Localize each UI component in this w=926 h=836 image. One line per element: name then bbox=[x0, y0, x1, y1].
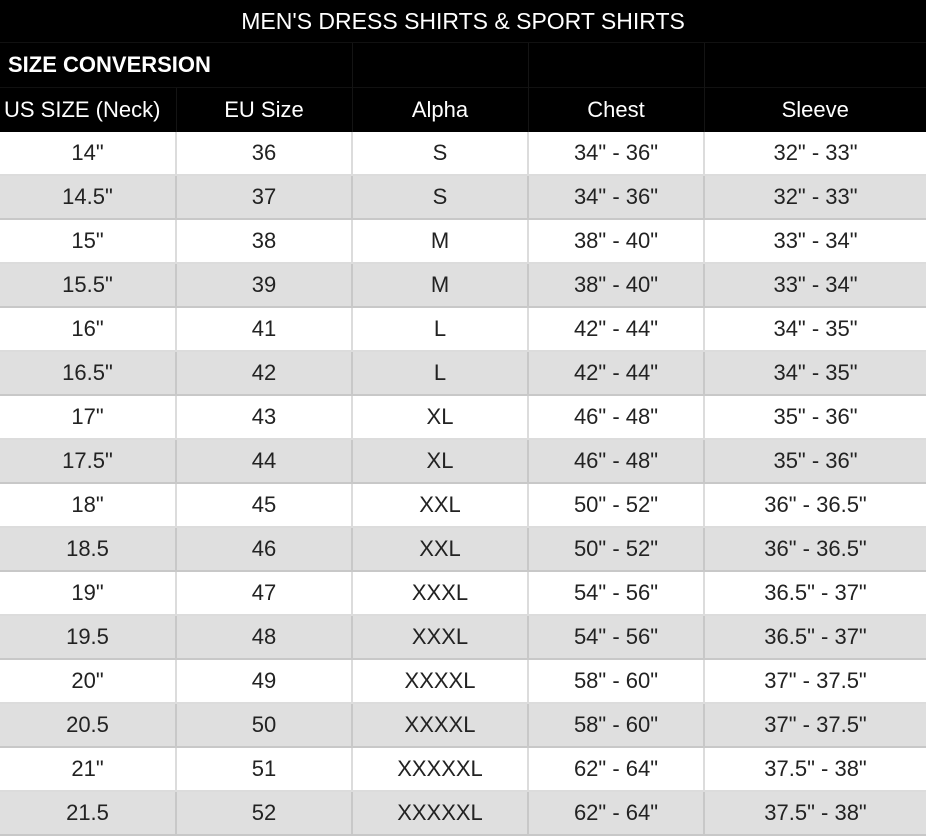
cell-us-size: 16" bbox=[0, 307, 176, 351]
cell-sleeve: 35" - 36" bbox=[704, 395, 926, 439]
blank-cell bbox=[528, 43, 704, 88]
cell-eu-size: 44 bbox=[176, 439, 352, 483]
cell-eu-size: 36 bbox=[176, 132, 352, 175]
column-header-sleeve: Sleeve bbox=[704, 88, 926, 133]
cell-eu-size: 52 bbox=[176, 791, 352, 835]
column-header-alpha: Alpha bbox=[352, 88, 528, 133]
column-header-row bbox=[0, 88, 926, 133]
cell-chest: 34" - 36" bbox=[528, 175, 704, 219]
cell-alpha: L bbox=[352, 351, 528, 395]
table-row bbox=[0, 307, 926, 351]
table-row bbox=[0, 659, 926, 703]
table-row bbox=[0, 175, 926, 219]
cell-chest: 62" - 64" bbox=[528, 747, 704, 791]
cell-sleeve: 33" - 34" bbox=[704, 219, 926, 263]
column-header-eu-size: EU Size bbox=[176, 88, 352, 133]
cell-eu-size: 46 bbox=[176, 527, 352, 571]
blank-cell bbox=[352, 43, 528, 88]
cell-sleeve: 37" - 37.5" bbox=[704, 703, 926, 747]
cell-alpha: XXXL bbox=[352, 571, 528, 615]
cell-us-size: 15" bbox=[0, 219, 176, 263]
column-header-chest: Chest bbox=[528, 88, 704, 133]
table-title-row bbox=[0, 0, 926, 43]
cell-chest: 62" - 64" bbox=[528, 791, 704, 835]
table-subtitle: SIZE CONVERSION bbox=[0, 43, 352, 88]
cell-chest: 38" - 40" bbox=[528, 263, 704, 307]
cell-chest: 58" - 60" bbox=[528, 703, 704, 747]
cell-eu-size: 38 bbox=[176, 219, 352, 263]
cell-eu-size: 37 bbox=[176, 175, 352, 219]
cell-alpha: XXL bbox=[352, 483, 528, 527]
cell-alpha: XXXXL bbox=[352, 659, 528, 703]
cell-eu-size: 49 bbox=[176, 659, 352, 703]
table-body bbox=[0, 132, 926, 835]
cell-eu-size: 50 bbox=[176, 703, 352, 747]
cell-chest: 46" - 48" bbox=[528, 395, 704, 439]
cell-sleeve: 37.5" - 38" bbox=[704, 791, 926, 835]
table-row bbox=[0, 219, 926, 263]
cell-us-size: 17.5" bbox=[0, 439, 176, 483]
cell-sleeve: 32" - 33" bbox=[704, 175, 926, 219]
cell-us-size: 21" bbox=[0, 747, 176, 791]
table-row bbox=[0, 703, 926, 747]
cell-sleeve: 33" - 34" bbox=[704, 263, 926, 307]
cell-alpha: S bbox=[352, 175, 528, 219]
cell-us-size: 18.5 bbox=[0, 527, 176, 571]
cell-sleeve: 34" - 35" bbox=[704, 351, 926, 395]
cell-us-size: 14" bbox=[0, 132, 176, 175]
cell-us-size: 19" bbox=[0, 571, 176, 615]
cell-sleeve: 35" - 36" bbox=[704, 439, 926, 483]
cell-chest: 42" - 44" bbox=[528, 307, 704, 351]
cell-eu-size: 39 bbox=[176, 263, 352, 307]
cell-eu-size: 48 bbox=[176, 615, 352, 659]
cell-eu-size: 45 bbox=[176, 483, 352, 527]
column-header-us-size: US SIZE (Neck) bbox=[0, 88, 176, 133]
cell-alpha: XXXXXL bbox=[352, 791, 528, 835]
cell-sleeve: 36" - 36.5" bbox=[704, 483, 926, 527]
cell-sleeve: 32" - 33" bbox=[704, 132, 926, 175]
table-row bbox=[0, 571, 926, 615]
table-subtitle-row bbox=[0, 43, 926, 88]
cell-sleeve: 37.5" - 38" bbox=[704, 747, 926, 791]
cell-us-size: 17" bbox=[0, 395, 176, 439]
cell-us-size: 19.5 bbox=[0, 615, 176, 659]
cell-chest: 42" - 44" bbox=[528, 351, 704, 395]
cell-eu-size: 47 bbox=[176, 571, 352, 615]
cell-eu-size: 42 bbox=[176, 351, 352, 395]
table-row bbox=[0, 263, 926, 307]
table-row bbox=[0, 351, 926, 395]
cell-us-size: 20.5 bbox=[0, 703, 176, 747]
cell-chest: 54" - 56" bbox=[528, 615, 704, 659]
cell-eu-size: 41 bbox=[176, 307, 352, 351]
cell-chest: 54" - 56" bbox=[528, 571, 704, 615]
table-row bbox=[0, 791, 926, 835]
cell-sleeve: 36.5" - 37" bbox=[704, 571, 926, 615]
blank-cell bbox=[704, 43, 926, 88]
cell-chest: 46" - 48" bbox=[528, 439, 704, 483]
cell-eu-size: 51 bbox=[176, 747, 352, 791]
cell-us-size: 20" bbox=[0, 659, 176, 703]
cell-sleeve: 36.5" - 37" bbox=[704, 615, 926, 659]
cell-alpha: XXXXXL bbox=[352, 747, 528, 791]
cell-us-size: 14.5" bbox=[0, 175, 176, 219]
cell-alpha: M bbox=[352, 219, 528, 263]
cell-eu-size: 43 bbox=[176, 395, 352, 439]
cell-alpha: XL bbox=[352, 395, 528, 439]
table-title: MEN'S DRESS SHIRTS & SPORT SHIRTS bbox=[0, 0, 926, 43]
table-row bbox=[0, 747, 926, 791]
cell-sleeve: 37" - 37.5" bbox=[704, 659, 926, 703]
cell-alpha: XXXXL bbox=[352, 703, 528, 747]
table-row bbox=[0, 527, 926, 571]
cell-chest: 38" - 40" bbox=[528, 219, 704, 263]
cell-alpha: L bbox=[352, 307, 528, 351]
cell-alpha: XXXL bbox=[352, 615, 528, 659]
table-row bbox=[0, 439, 926, 483]
cell-us-size: 21.5 bbox=[0, 791, 176, 835]
cell-alpha: XL bbox=[352, 439, 528, 483]
cell-chest: 58" - 60" bbox=[528, 659, 704, 703]
cell-us-size: 16.5" bbox=[0, 351, 176, 395]
cell-sleeve: 36" - 36.5" bbox=[704, 527, 926, 571]
cell-chest: 34" - 36" bbox=[528, 132, 704, 175]
cell-us-size: 18" bbox=[0, 483, 176, 527]
cell-us-size: 15.5" bbox=[0, 263, 176, 307]
cell-alpha: S bbox=[352, 132, 528, 175]
table-row bbox=[0, 483, 926, 527]
table-row bbox=[0, 615, 926, 659]
cell-alpha: XXL bbox=[352, 527, 528, 571]
table-row bbox=[0, 132, 926, 175]
table-row bbox=[0, 395, 926, 439]
cell-alpha: M bbox=[352, 263, 528, 307]
cell-chest: 50" - 52" bbox=[528, 527, 704, 571]
cell-sleeve: 34" - 35" bbox=[704, 307, 926, 351]
cell-chest: 50" - 52" bbox=[528, 483, 704, 527]
